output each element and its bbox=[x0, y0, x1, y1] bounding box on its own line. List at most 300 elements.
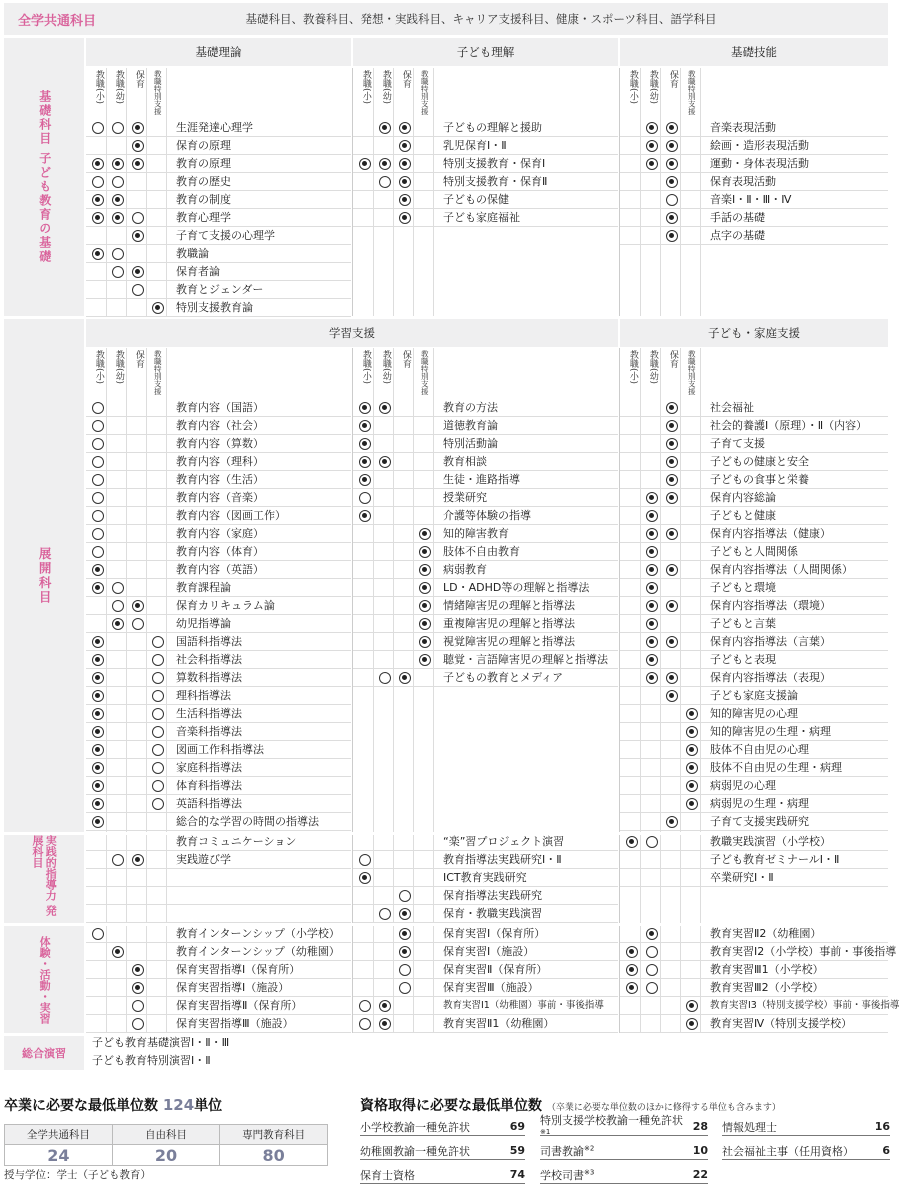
column-divider bbox=[166, 835, 167, 923]
subject-name: 国語科指導法 bbox=[176, 635, 242, 648]
subject-type-header: 教職(幼) bbox=[113, 350, 124, 385]
required-mark bbox=[626, 982, 638, 994]
subject-name: 子どもの健康と安全 bbox=[710, 455, 809, 468]
elective-mark bbox=[359, 854, 371, 866]
required-mark bbox=[666, 636, 678, 648]
common-subjects-header bbox=[4, 3, 888, 35]
column-divider bbox=[393, 835, 394, 923]
qualification-label: 情報処理士 bbox=[722, 1120, 777, 1134]
subject-type-header: 保育 bbox=[400, 350, 411, 368]
elective-mark bbox=[92, 122, 104, 134]
elective-mark bbox=[359, 1018, 371, 1030]
elective-mark bbox=[152, 690, 164, 702]
required-mark bbox=[132, 964, 144, 976]
subject-name: 教育内容（生活） bbox=[176, 473, 264, 486]
subject-name: 教育実習Ⅳ（特別支援学校） bbox=[710, 1017, 853, 1030]
elective-mark bbox=[152, 744, 164, 756]
subject-name: 社会福祉 bbox=[710, 401, 754, 414]
subject-name: 保育カリキュラム論 bbox=[176, 599, 275, 612]
required-mark bbox=[359, 456, 371, 468]
required-mark bbox=[92, 582, 104, 594]
required-mark bbox=[419, 528, 431, 540]
subject-name: 病弱教育 bbox=[443, 563, 487, 576]
elective-mark bbox=[379, 908, 391, 920]
qualification-credits: 69 bbox=[509, 1120, 525, 1133]
subject-name: 音楽科指導法 bbox=[176, 725, 242, 738]
elective-mark bbox=[399, 964, 411, 976]
required-mark bbox=[132, 140, 144, 152]
qualification-label: 特別支援学校教諭一種免許状$^{※1}$ bbox=[540, 1113, 683, 1136]
required-mark bbox=[359, 872, 371, 884]
subject-name: 音楽表現活動 bbox=[710, 121, 776, 134]
required-mark bbox=[112, 158, 124, 170]
required-mark bbox=[379, 158, 391, 170]
subject-name: 保育実習指導Ⅰ（保育所） bbox=[176, 963, 301, 976]
block-divider bbox=[352, 348, 353, 832]
subject-name: 子どもの理解と援助 bbox=[443, 121, 542, 134]
subject-name: 教育内容（国語） bbox=[176, 401, 264, 414]
subject-type-header: 教職(小) bbox=[627, 350, 638, 385]
column-divider bbox=[106, 835, 107, 923]
subject-name: 教育実習Ⅱ2（幼稚園） bbox=[710, 927, 822, 940]
required-mark bbox=[646, 636, 658, 648]
subject-name: 道徳教育論 bbox=[443, 419, 498, 432]
subject-type-header: 教職特別支援 bbox=[687, 350, 697, 395]
block-divider bbox=[352, 835, 353, 923]
elective-mark bbox=[152, 762, 164, 774]
column-divider bbox=[433, 68, 434, 316]
subject-name: 教育内容（図画工作） bbox=[176, 509, 286, 522]
block-divider bbox=[619, 348, 620, 832]
subject-type-header: 教職(幼) bbox=[380, 70, 391, 105]
required-mark bbox=[686, 798, 698, 810]
elective-mark bbox=[399, 982, 411, 994]
subject-name: 子ども家庭福祉 bbox=[443, 211, 520, 224]
qualification-label: 小学校教諭一種免許状 bbox=[360, 1120, 470, 1134]
col-header-kiso-gino: 基礎技能 bbox=[620, 38, 888, 66]
qualification-credits: 22 bbox=[692, 1168, 708, 1181]
graduation-credits-table bbox=[4, 1124, 328, 1166]
subject-name: 幼児指導論 bbox=[176, 617, 231, 630]
subject-type-header: 教職(幼) bbox=[380, 350, 391, 385]
column-divider bbox=[680, 835, 681, 923]
required-mark bbox=[92, 690, 104, 702]
subject-name: 子育て支援の心理学 bbox=[176, 229, 275, 242]
qualification-item bbox=[360, 1166, 525, 1184]
elective-mark bbox=[112, 600, 124, 612]
required-mark bbox=[686, 744, 698, 756]
elective-mark bbox=[646, 982, 658, 994]
elective-mark bbox=[112, 266, 124, 278]
elective-mark bbox=[359, 1000, 371, 1012]
required-mark bbox=[666, 474, 678, 486]
required-mark bbox=[92, 780, 104, 792]
subject-name: 保育内容指導法（健康） bbox=[710, 527, 831, 540]
subject-type-header: 教職特別支援 bbox=[420, 350, 430, 395]
sogo-item: 子ども教育特別演習Ⅰ・Ⅱ bbox=[92, 1054, 211, 1067]
grad-col-free: 自由科目 20 bbox=[113, 1125, 221, 1165]
subject-name: 保育内容指導法（言葉） bbox=[710, 635, 831, 648]
subject-name: 教育内容（英語） bbox=[176, 563, 264, 576]
required-mark bbox=[686, 762, 698, 774]
elective-mark bbox=[132, 212, 144, 224]
elective-mark bbox=[646, 946, 658, 958]
subject-name: 生活科指導法 bbox=[176, 707, 242, 720]
subject-name: 保育者論 bbox=[176, 265, 220, 278]
subject-name: 教育内容（社会） bbox=[176, 419, 264, 432]
subject-name: 教育内容（家庭） bbox=[176, 527, 264, 540]
required-mark bbox=[359, 510, 371, 522]
subject-name: 聴覚・言語障害児の理解と指導法 bbox=[443, 653, 608, 666]
required-mark bbox=[379, 1018, 391, 1030]
subject-type-header: 教職特別支援 bbox=[153, 350, 163, 395]
subject-name: 教育の歴史 bbox=[176, 175, 231, 188]
required-mark bbox=[666, 456, 678, 468]
section-taiken: 体験・活動・実習 bbox=[4, 926, 84, 1033]
qualification-credits: 28 bbox=[692, 1120, 708, 1133]
subject-name: 家庭科指導法 bbox=[176, 761, 242, 774]
column-divider bbox=[146, 835, 147, 923]
required-mark bbox=[399, 672, 411, 684]
subject-type-header: 保育 bbox=[400, 70, 411, 88]
required-mark bbox=[359, 438, 371, 450]
subject-name: 教育インターンシップ（小学校） bbox=[176, 927, 340, 940]
subject-name: 音楽Ⅰ・Ⅱ・Ⅲ・Ⅳ bbox=[710, 193, 792, 206]
required-mark bbox=[132, 266, 144, 278]
subject-name: LD・ADHD等の理解と指導法 bbox=[443, 581, 590, 594]
subject-name: 算数科指導法 bbox=[176, 671, 242, 684]
required-mark bbox=[152, 302, 164, 314]
subject-name: ICT教育実践研究 bbox=[443, 871, 527, 884]
column-divider bbox=[373, 68, 374, 316]
subject-type-header: 教職(小) bbox=[93, 70, 104, 105]
required-mark bbox=[646, 510, 658, 522]
required-mark bbox=[686, 726, 698, 738]
elective-mark bbox=[132, 1000, 144, 1012]
elective-mark bbox=[152, 672, 164, 684]
subject-name: 保育実習Ⅱ（保育所） bbox=[443, 963, 548, 976]
subject-name: 教職実践演習（小学校） bbox=[710, 835, 831, 848]
required-mark bbox=[666, 438, 678, 450]
subject-type-header: 教職(幼) bbox=[647, 350, 658, 385]
required-mark bbox=[686, 1018, 698, 1030]
required-mark bbox=[666, 564, 678, 576]
subject-name: 教育指導法実践研究Ⅰ・Ⅱ bbox=[443, 853, 562, 866]
subject-name: 子ども家庭支援論 bbox=[710, 689, 798, 702]
common-subjects-desc: 基礎科目、教養科目、発想・実践科目、キャリア支援科目、健康・スポーツ科目、語学科目 bbox=[245, 12, 717, 26]
elective-mark bbox=[92, 528, 104, 540]
subject-name: 手話の基礎 bbox=[710, 211, 765, 224]
subject-name: 保育の原理 bbox=[176, 139, 231, 152]
qualification-credits: 59 bbox=[509, 1144, 525, 1157]
column-divider bbox=[146, 348, 147, 832]
subject-name: 教育実習Ⅱ1（幼稚園） bbox=[443, 1017, 555, 1030]
required-mark bbox=[379, 1000, 391, 1012]
column-divider bbox=[700, 348, 701, 832]
required-mark bbox=[626, 836, 638, 848]
required-mark bbox=[399, 928, 411, 940]
subject-name: 教育とジェンダー bbox=[176, 283, 264, 296]
required-mark bbox=[646, 122, 658, 134]
column-divider bbox=[393, 68, 394, 316]
qualification-credits: 16 bbox=[874, 1120, 890, 1133]
required-mark bbox=[359, 474, 371, 486]
elective-mark bbox=[152, 708, 164, 720]
subject-name: 肢体不自由児の生理・病理 bbox=[710, 761, 842, 774]
qualification-item bbox=[722, 1118, 890, 1136]
subject-name: 教育実習Ⅰ3（特別支援学校）事前・事後指導 bbox=[710, 1000, 900, 1011]
qualification-credits: 6 bbox=[882, 1144, 890, 1157]
required-mark bbox=[112, 212, 124, 224]
required-mark bbox=[646, 546, 658, 558]
elective-mark bbox=[92, 492, 104, 504]
required-mark bbox=[666, 158, 678, 170]
required-mark bbox=[399, 212, 411, 224]
elective-mark bbox=[92, 438, 104, 450]
required-mark bbox=[92, 672, 104, 684]
subject-type-header: 教職(小) bbox=[360, 350, 371, 385]
elective-mark bbox=[112, 176, 124, 188]
subject-name: 子どもの教育とメディア bbox=[443, 671, 564, 684]
required-mark bbox=[92, 726, 104, 738]
subject-name: 特別支援教育・保育Ⅱ bbox=[443, 175, 548, 188]
required-mark bbox=[646, 672, 658, 684]
subject-name: 情緒障害児の理解と指導法 bbox=[443, 599, 575, 612]
subject-name: 教育内容（体育） bbox=[176, 545, 264, 558]
qualification-credits: 74 bbox=[509, 1168, 525, 1181]
required-mark bbox=[666, 230, 678, 242]
subject-name: 点字の基礎 bbox=[710, 229, 765, 242]
elective-mark bbox=[92, 402, 104, 414]
subject-name: 教職論 bbox=[176, 247, 209, 260]
common-subjects-title: 全学共通科目 bbox=[18, 13, 97, 29]
qualification-item bbox=[360, 1118, 525, 1136]
qualification-item bbox=[540, 1113, 708, 1136]
block-divider bbox=[352, 68, 353, 316]
subject-name: 教育課程論 bbox=[176, 581, 231, 594]
column-divider bbox=[373, 348, 374, 832]
required-mark bbox=[92, 816, 104, 828]
subject-type-header: 保育 bbox=[667, 350, 678, 368]
elective-mark bbox=[92, 456, 104, 468]
qualification-item bbox=[722, 1142, 890, 1160]
subject-name: 教育相談 bbox=[443, 455, 487, 468]
sogo-item: 子ども教育基礎演習Ⅰ・Ⅱ・Ⅲ bbox=[92, 1036, 230, 1049]
required-mark bbox=[646, 582, 658, 594]
subject-type-header: 教職(小) bbox=[93, 350, 104, 385]
required-mark bbox=[646, 492, 658, 504]
subject-name: 運動・身体表現活動 bbox=[710, 157, 809, 170]
required-mark bbox=[92, 212, 104, 224]
degree-text: 授与学位：学士（子ども教育） bbox=[4, 1169, 151, 1181]
subject-name: 保育内容指導法（人間関係） bbox=[710, 563, 853, 576]
column-divider bbox=[126, 835, 127, 923]
elective-mark bbox=[152, 780, 164, 792]
subject-name: 総合的な学習の時間の指導法 bbox=[176, 815, 319, 828]
subject-type-header: 保育 bbox=[133, 70, 144, 88]
qualification-item bbox=[540, 1142, 708, 1160]
subject-name: 保育内容指導法（表現） bbox=[710, 671, 831, 684]
required-mark bbox=[92, 798, 104, 810]
required-mark bbox=[666, 492, 678, 504]
column-divider bbox=[700, 835, 701, 923]
column-divider bbox=[700, 68, 701, 316]
column-divider bbox=[126, 68, 127, 316]
required-mark bbox=[646, 528, 658, 540]
subject-name: 体育科指導法 bbox=[176, 779, 242, 792]
section-kiso: 基礎科目 子ども教育の基礎 bbox=[4, 38, 84, 316]
required-mark bbox=[686, 1000, 698, 1012]
elective-mark bbox=[92, 176, 104, 188]
elective-mark bbox=[112, 248, 124, 260]
elective-mark bbox=[132, 284, 144, 296]
qualification-label: 幼稚園教諭一種免許状 bbox=[360, 1144, 470, 1158]
qualification-label: 学校司書$^{※3}$ bbox=[540, 1167, 595, 1182]
required-mark bbox=[112, 946, 124, 958]
elective-mark bbox=[359, 492, 371, 504]
column-divider bbox=[640, 835, 641, 923]
subject-name: 乳児保育Ⅰ・Ⅱ bbox=[443, 139, 507, 152]
subject-name: 知的障害教育 bbox=[443, 527, 509, 540]
elective-mark bbox=[112, 582, 124, 594]
column-divider bbox=[433, 835, 434, 923]
elective-mark bbox=[112, 122, 124, 134]
subject-name: 教育実習Ⅰ1（幼稚園）事前・事後指導 bbox=[443, 1000, 604, 1011]
column-divider bbox=[373, 835, 374, 923]
subject-name: 英語科指導法 bbox=[176, 797, 242, 810]
required-mark bbox=[646, 564, 658, 576]
required-mark bbox=[92, 654, 104, 666]
required-mark bbox=[399, 176, 411, 188]
required-mark bbox=[399, 908, 411, 920]
row-divider bbox=[86, 922, 351, 923]
subject-name: 実践遊び学 bbox=[176, 853, 231, 866]
required-mark bbox=[379, 122, 391, 134]
subject-name: 保育実習Ⅲ（施設） bbox=[443, 981, 539, 994]
subject-name: 教育実習Ⅲ2（小学校） bbox=[710, 981, 824, 994]
elective-mark bbox=[666, 194, 678, 206]
subject-type-header: 教職(幼) bbox=[113, 70, 124, 105]
subject-type-header: 教職特別支援 bbox=[153, 70, 163, 115]
section-sogo: 総合演習 bbox=[4, 1036, 84, 1070]
elective-mark bbox=[646, 964, 658, 976]
elective-mark bbox=[379, 672, 391, 684]
subject-name: 授業研究 bbox=[443, 491, 487, 504]
subject-name: 特別支援教育・保育Ⅰ bbox=[443, 157, 546, 170]
subject-name: 保育指導法実践研究 bbox=[443, 889, 542, 902]
required-mark bbox=[666, 176, 678, 188]
required-mark bbox=[666, 672, 678, 684]
row-divider bbox=[86, 886, 351, 887]
subject-name: 教育の原理 bbox=[176, 157, 231, 170]
elective-mark bbox=[112, 854, 124, 866]
footnote-mark: ※1 bbox=[540, 1127, 551, 1136]
column-divider bbox=[660, 835, 661, 923]
required-mark bbox=[359, 420, 371, 432]
required-mark bbox=[132, 854, 144, 866]
qualification-label: 司書教諭$^{※2}$ bbox=[540, 1143, 595, 1158]
elective-mark bbox=[379, 176, 391, 188]
column-divider bbox=[166, 348, 167, 832]
subject-name: 保育実習指導Ⅰ（施設） bbox=[176, 981, 290, 994]
required-mark bbox=[666, 528, 678, 540]
subject-type-header: 教職(小) bbox=[360, 70, 371, 105]
subject-name: 子どもの食事と栄養 bbox=[710, 473, 809, 486]
subject-name: 特別活動論 bbox=[443, 437, 498, 450]
col-header-kodomo-katei: 子ども・家庭支援 bbox=[620, 319, 888, 347]
required-mark bbox=[92, 708, 104, 720]
subject-type-header: 保育 bbox=[133, 350, 144, 368]
subject-name: 生徒・進路指導 bbox=[443, 473, 520, 486]
subject-name: 介護等体験の指導 bbox=[443, 509, 531, 522]
required-mark bbox=[419, 600, 431, 612]
elective-mark bbox=[152, 654, 164, 666]
subject-name: 保育実習指導Ⅱ（保育所） bbox=[176, 999, 303, 1012]
required-mark bbox=[399, 140, 411, 152]
column-divider bbox=[393, 348, 394, 832]
column-divider bbox=[433, 348, 434, 832]
subject-name: 子どもと人間関係 bbox=[710, 545, 798, 558]
subject-name: 理科指導法 bbox=[176, 689, 231, 702]
column-divider bbox=[640, 68, 641, 316]
required-mark bbox=[92, 636, 104, 648]
subject-name: 病弱児の生理・病理 bbox=[710, 797, 809, 810]
required-mark bbox=[132, 158, 144, 170]
elective-mark bbox=[132, 618, 144, 630]
qualification-item bbox=[360, 1142, 525, 1160]
subject-name: 肢体不自由教育 bbox=[443, 545, 520, 558]
subject-name: 教育実習Ⅲ1（小学校） bbox=[710, 963, 824, 976]
subject-name: 保育実習指導Ⅲ（施設） bbox=[176, 1017, 294, 1030]
required-mark bbox=[132, 122, 144, 134]
block-divider bbox=[619, 68, 620, 316]
required-mark bbox=[419, 654, 431, 666]
elective-mark bbox=[92, 510, 104, 522]
required-mark bbox=[419, 564, 431, 576]
subject-name: 知的障害児の心理 bbox=[710, 707, 798, 720]
subject-name: 教育の方法 bbox=[443, 401, 498, 414]
elective-mark bbox=[152, 636, 164, 648]
elective-mark bbox=[92, 928, 104, 940]
subject-type-header: 教職特別支援 bbox=[420, 70, 430, 115]
subject-name: 教育内容（算数） bbox=[176, 437, 264, 450]
column-divider bbox=[106, 68, 107, 316]
subject-name: 教育実習Ⅰ2（小学校）事前・事後指導 bbox=[710, 945, 897, 958]
required-mark bbox=[112, 194, 124, 206]
subject-name: 社会的養護Ⅰ（原理）・Ⅱ（内容） bbox=[710, 419, 868, 432]
required-mark bbox=[646, 928, 658, 940]
subject-name: 生涯発達心理学 bbox=[176, 121, 253, 134]
elective-mark bbox=[152, 798, 164, 810]
subject-name: 教育コミュニケーション bbox=[176, 835, 297, 848]
required-mark bbox=[92, 762, 104, 774]
required-mark bbox=[132, 982, 144, 994]
required-mark bbox=[666, 600, 678, 612]
column-divider bbox=[640, 348, 641, 832]
subject-type-header: 保育 bbox=[667, 70, 678, 88]
required-mark bbox=[92, 744, 104, 756]
elective-mark bbox=[152, 726, 164, 738]
column-divider bbox=[146, 68, 147, 316]
subject-name: 保育・教職実践演習 bbox=[443, 907, 542, 920]
required-mark bbox=[399, 194, 411, 206]
subject-name: 子育て支援 bbox=[710, 437, 765, 450]
required-mark bbox=[399, 158, 411, 170]
footnote-mark: ※3 bbox=[584, 1167, 595, 1176]
elective-mark bbox=[399, 890, 411, 902]
column-divider bbox=[680, 348, 681, 832]
subject-name: 教育インターンシップ（幼稚園） bbox=[176, 945, 340, 958]
